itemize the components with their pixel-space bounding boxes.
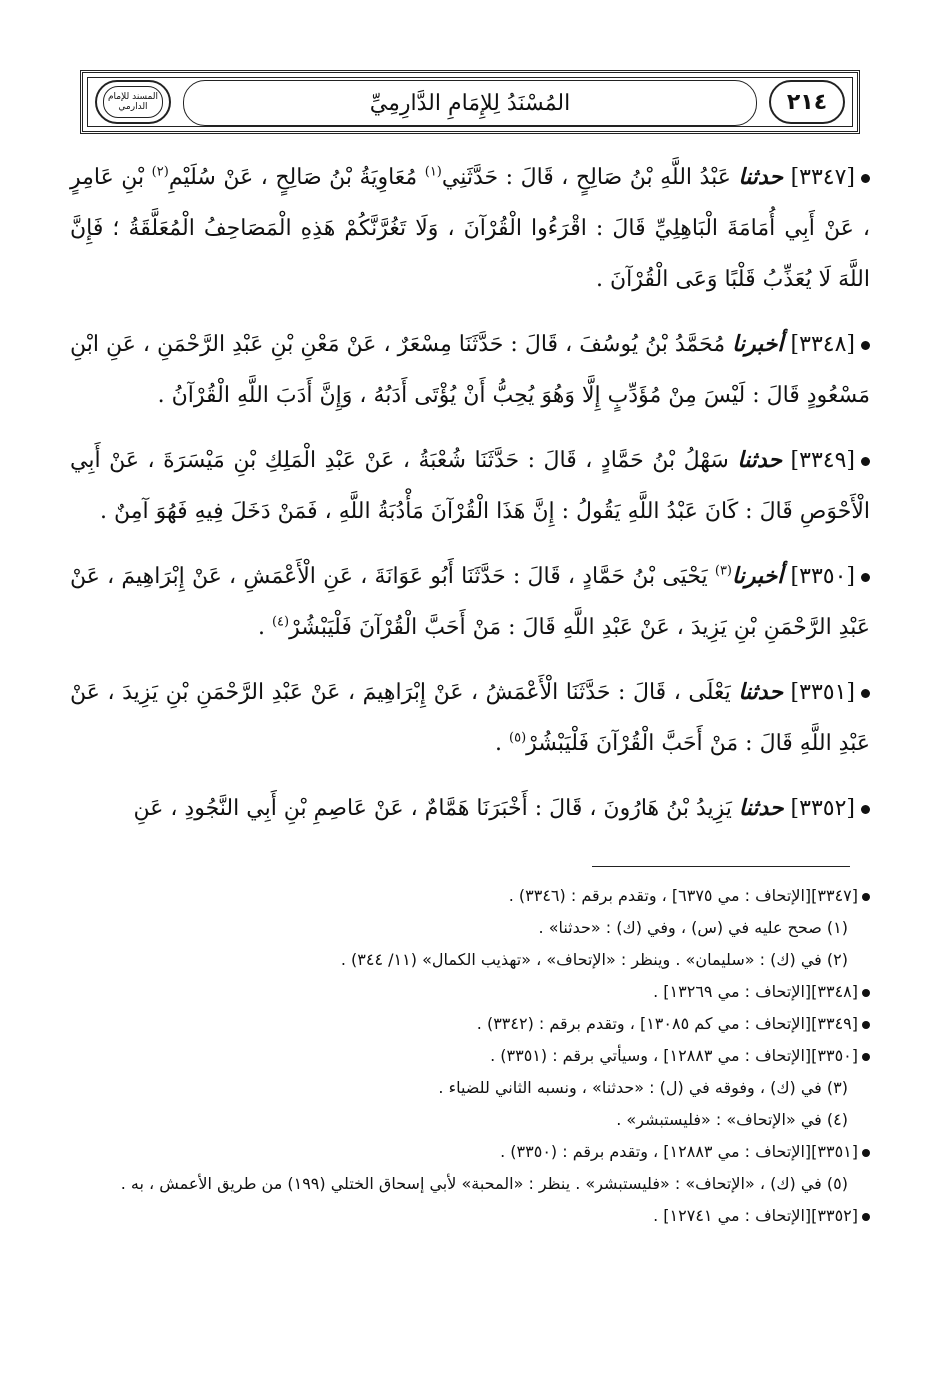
book-logo-text: المسند للإمام الدارمي xyxy=(103,86,163,118)
bullet-icon xyxy=(862,989,870,997)
hadith-3351 xyxy=(70,667,870,769)
bullet-icon xyxy=(861,457,870,466)
footnote-item: (٤) في «الإتحاف» : «فليستبشر» . xyxy=(616,1110,848,1129)
footnote-divider xyxy=(592,866,850,867)
bullet-icon xyxy=(861,573,870,582)
bullet-icon xyxy=(861,341,870,350)
hadith-text: يَزِيدُ بْنُ هَارُونَ ، قَالَ : أَخْبَرَنَا هَمَّامٌ ، عَنْ عَاصِمِ بْنِ أَبِي النَّجُودِ ، عَنِ xyxy=(133,796,739,821)
hadith-lead: حدثنا xyxy=(738,679,783,705)
hadith-text: يَعْلَى ، قَالَ : حَدَّثَنَا الْأَعْمَشُ ، عَنْ إِبْرَاهِيمَ ، عَنْ عَبْدِ الرَّحْمَنِ بْنِ يَزِيدَ ، عَنْ عَبْدِ اللَّهِ قَالَ : مَنْ أَحَبَّ الْقُرْآنَ فَلْيَبْشُرْ xyxy=(70,680,870,756)
hadith-number: [٣٣٥٠] xyxy=(790,564,855,589)
hadith-text: سَهْلُ بْنُ حَمَّادٍ ، قَالَ : حَدَّثَنَا شُعْبَةُ ، عَنْ عَبْدِ الْمَلِكِ بْنِ مَيْسَرَةَ ، عَنْ أَبِي الْأَحْوَصِ قَالَ : كَانَ عَبْدُ اللَّهِ يَقُولُ : إِنَّ هَذَا الْقُرْآنَ مَأْدُبَةُ اللَّهِ ، فَمَنْ دَخَلَ فِيهِ فَهُوَ آمِنٌ . xyxy=(70,448,870,524)
footnote-ref: (٥) xyxy=(509,730,527,746)
hadith-lead: حدثنا xyxy=(738,795,784,821)
hadith-3348 xyxy=(70,319,870,421)
bullet-icon xyxy=(862,1021,870,1029)
footnote-ref: (٣) xyxy=(714,563,732,579)
hadith-lead: أخبرنا xyxy=(732,331,784,357)
hadith-text: . xyxy=(257,615,272,640)
bullet-icon xyxy=(862,893,870,901)
hadith-number: [٣٣٤٩] xyxy=(790,448,855,473)
footnote-item: [٣٣٤٩][الإتحاف : مي كم ١٣٠٨٥] ، وتقدم برقم : (٣٣٤٢) . xyxy=(70,1008,870,1040)
hadith-text: يَحْيَى بْنُ حَمَّادٍ ، قَالَ : حَدَّثَنَا أَبُو عَوَانَةَ ، عَنِ الْأَعْمَشِ ، عَنْ إِبْرَاهِيمَ ، عَنْ عَبْدِ الرَّحْمَنِ بْنِ يَزِيدَ ، عَنْ عَبْدِ اللَّهِ قَالَ : مَنْ أَحَبَّ الْقُرْآنَ فَلْيَبْشُرْ xyxy=(70,564,870,640)
hadith-text: مُحَمَّدُ بْنُ يُوسُفَ ، قَالَ : حَدَّثَنَا مِسْعَرٌ ، عَنْ مَعْنِ بْنِ عَبْدِ الرَّحْمَنِ ، عَنِ ابْنِ مَسْعُودٍ قَالَ : لَيْسَ مِنْ مُؤَدِّبٍ إِلَّا وَهُوَ يُحِبُّ أَنْ يُؤْتَى أَدَبُهُ ، وَإِنَّ أَدَبَ اللَّهِ الْقُرْآنُ . xyxy=(70,332,870,408)
running-title: المُسْنَدُ لِلإِمَامِ الدَّارِمِيِّ xyxy=(183,80,757,126)
hadith-lead: أخبرنا xyxy=(732,563,784,589)
footnote-item: (٣) في (ك) ، وفوقه في (ل) : «حدثنا» ، ونسبه الثاني للضياء . xyxy=(438,1078,848,1097)
footnote-ref: (٢) xyxy=(151,164,169,180)
hadith-lead: حدثنا xyxy=(737,447,783,473)
footnote-item: [٣٣٥٢][الإتحاف : مي ١٢٧٤١] . xyxy=(70,1200,870,1232)
hadith-text: . xyxy=(495,731,510,756)
footnote-item: (١) صحح عليه في (س) ، وفي (ك) : «حدثنا» . xyxy=(538,918,848,937)
hadith-number: [٣٣٤٧] xyxy=(790,165,856,190)
footnote-item: (٢) في (ك) : «سليمان» . وينظر : «الإتحاف» ، «تهذيب الكمال» (١١/ ٣٤٤) . xyxy=(340,950,848,969)
footnote-ref: (١) xyxy=(424,164,442,180)
hadith-text: بْنِ عَامِرٍ ، عَنْ أَبِي أُمَامَةَ الْبَاهِلِيِّ قَالَ : اقْرَءُوا الْقُرْآنَ ، وَلَا تَغُرَّنَّكُمْ هَذِهِ الْمَصَاحِفُ الْمُعَلَّقَةُ ؛ فَإِنَّ اللَّهَ لَا يُعَذِّبُ قَلْبًا وَعَى الْقُرْآنَ . xyxy=(70,165,870,292)
footnote-item: [٣٣٤٨][الإتحاف : مي ١٣٢٦٩] . xyxy=(70,976,870,1008)
hadith-3352 xyxy=(70,783,870,834)
bullet-icon xyxy=(861,689,870,698)
footnote-item: [٣٣٥٠][الإتحاف : مي ١٢٨٨٣] ، وسيأتي برقم : (٣٣٥١) . xyxy=(70,1040,870,1072)
footnote-item: [٣٣٤٧][الإتحاف : مي ٦٣٧٥] ، وتقدم برقم : (٣٣٤٦) . xyxy=(70,880,870,912)
bullet-icon xyxy=(862,1213,870,1221)
hadith-3347 xyxy=(70,152,870,305)
bullet-icon xyxy=(862,1053,870,1061)
page-number: ٢١٤ xyxy=(769,80,845,124)
bullet-icon xyxy=(862,1149,870,1157)
hadith-number: [٣٣٤٨] xyxy=(790,332,855,357)
hadith-number: [٣٣٥٢] xyxy=(790,796,855,821)
hadith-3349 xyxy=(70,435,870,537)
bullet-icon xyxy=(861,805,870,814)
book-logo xyxy=(95,80,171,124)
footnote-ref: (٤) xyxy=(271,614,290,630)
page-header xyxy=(80,70,860,134)
hadith-lead: حدثنا xyxy=(738,164,784,190)
hadith-text: مُعَاوِيَةُ بْنُ صَالِحٍ ، عَنْ سُلَيْمِ xyxy=(168,165,425,190)
hadith-3350 xyxy=(70,551,870,653)
hadith-number: [٣٣٥١] xyxy=(790,680,855,705)
hadith-text: عَبْدُ اللَّهِ بْنُ صَالِحٍ ، قَالَ : حَدَّثَنِي xyxy=(441,165,739,190)
footnote-item: [٣٣٥١][الإتحاف : مي ١٢٨٨٣] ، وتقدم برقم : (٣٣٥٠) . xyxy=(70,1136,870,1168)
footnote-item: (٥) في (ك) ، «الإتحاف» : «فليستبشر» . ينظر : «المحبة» لأبي إسحاق الختلي (١٩٩) من طريق الأعمش ، به . xyxy=(120,1174,848,1193)
footnotes xyxy=(70,880,870,1232)
bullet-icon xyxy=(861,174,870,183)
main-text xyxy=(70,152,870,848)
